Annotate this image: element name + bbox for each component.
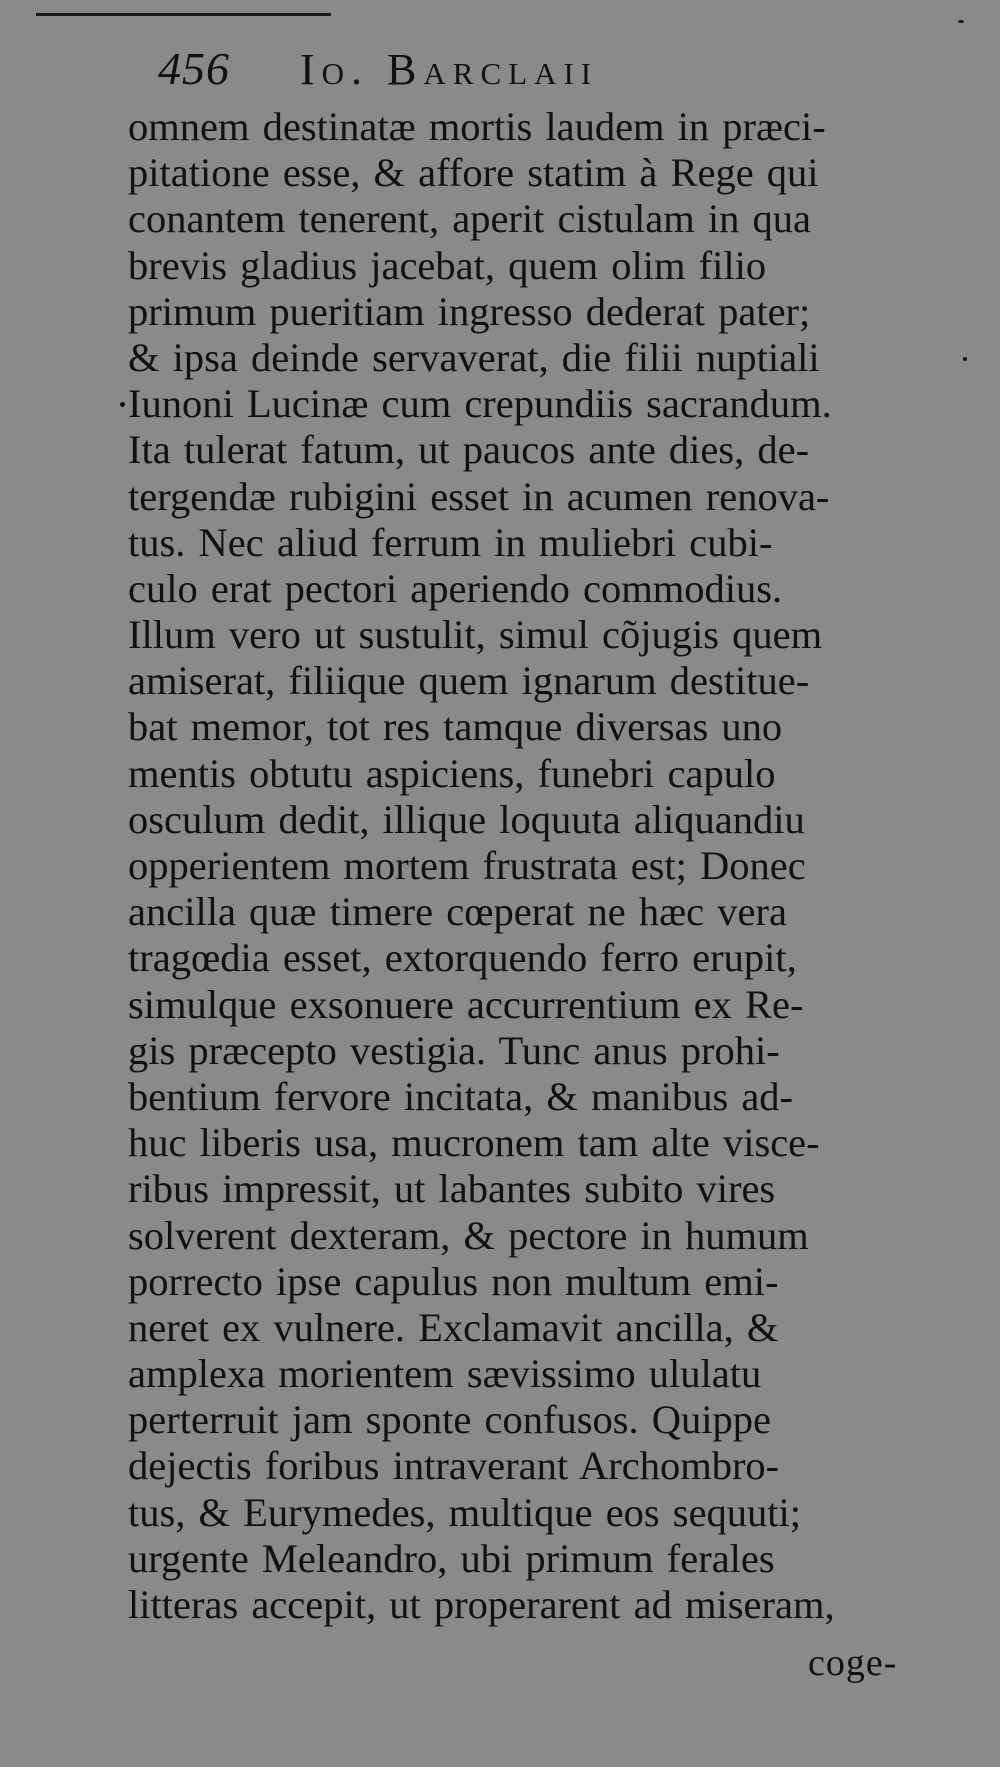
text-line: brevis gladius jacebat, quem olim filio	[128, 242, 767, 288]
text-line: bat memor, tot res tamque diversas uno	[128, 704, 783, 750]
ink-speck	[958, 20, 964, 23]
text-line: Illum vero ut sustulit, simul cõjugis quem	[128, 612, 823, 658]
ink-speck	[120, 402, 125, 407]
body-text	[128, 104, 948, 1628]
text-line: osculum dedit, illique loquuta aliquandiu	[128, 796, 805, 842]
text-line: omnem destinatæ mortis laudem in præci-	[128, 104, 826, 149]
text-line: litteras accepit, ut properarent ad miseram,	[128, 1582, 835, 1627]
page-header	[158, 42, 598, 104]
text-line: perterruit jam sponte confusos. Quippe	[128, 1397, 771, 1443]
text-line: & ipsa deinde servaverat, die filii nuptiali	[128, 334, 820, 380]
running-head: Io. Barclaii	[300, 45, 599, 94]
text-line: huc liberis usa, mucronem tam alte visce-	[128, 1120, 820, 1166]
text-line: dejectis foribus intraverant Archombro-	[128, 1443, 780, 1489]
text-line: pitatione esse, & affore statim à Rege qui	[128, 150, 819, 196]
text-line: culo erat pectori aperiendo commodius.	[128, 565, 783, 611]
page-number: 456	[158, 43, 230, 94]
text-line: simulque exsonuere accurrentium ex Re-	[128, 981, 804, 1027]
text-line: conantem tenerent, aperit cistulam in qua	[128, 196, 811, 242]
text-line: gis præcepto vestigia. Tunc anus prohi-	[128, 1027, 780, 1073]
top-rule	[36, 13, 331, 16]
text-line: tus. Nec aliud ferrum in muliebri cubi-	[128, 519, 773, 565]
text-line: ribus impressit, ut labantes subito vires	[128, 1166, 776, 1212]
text-line: amplexa morientem sævissimo ululatu	[128, 1351, 762, 1397]
text-line: mentis obtutu aspiciens, funebri capulo	[128, 750, 776, 796]
text-line: tragœdia esset, extorquendo ferro erupit,	[128, 935, 797, 981]
text-line: tus, & Eurymedes, multique eos sequuti;	[128, 1489, 802, 1535]
text-line: tergendæ rubigini esset in acumen renova-	[128, 473, 830, 519]
text-line: amiserat, filiique quem ignarum destitue-	[128, 658, 810, 704]
text-line: urgente Meleandro, ubi primum ferales	[128, 1535, 775, 1581]
ink-speck	[963, 357, 967, 361]
text-line: Ita tulerat fatum, ut paucos ante dies, de-	[128, 427, 810, 473]
text-line: bentium fervore incitata, & manibus ad-	[128, 1073, 794, 1119]
catchword: coge-	[808, 1642, 898, 1684]
text-line: solverent dexteram, & pectore in humum	[128, 1212, 809, 1258]
text-line: primum pueritiam ingresso dederat pater;	[128, 288, 811, 334]
text-line: Iunoni Lucinæ cum crepundiis sacrandum.	[128, 381, 832, 427]
text-line: ancilla quæ timere cœperat ne hæc vera	[128, 889, 787, 935]
text-line: opperientem mortem frustrata est; Donec	[128, 843, 806, 888]
text-line: porrecto ipse capulus non multum emi-	[128, 1258, 779, 1304]
text-line: neret ex vulnere. Exclamavit ancilla, &	[128, 1304, 779, 1350]
